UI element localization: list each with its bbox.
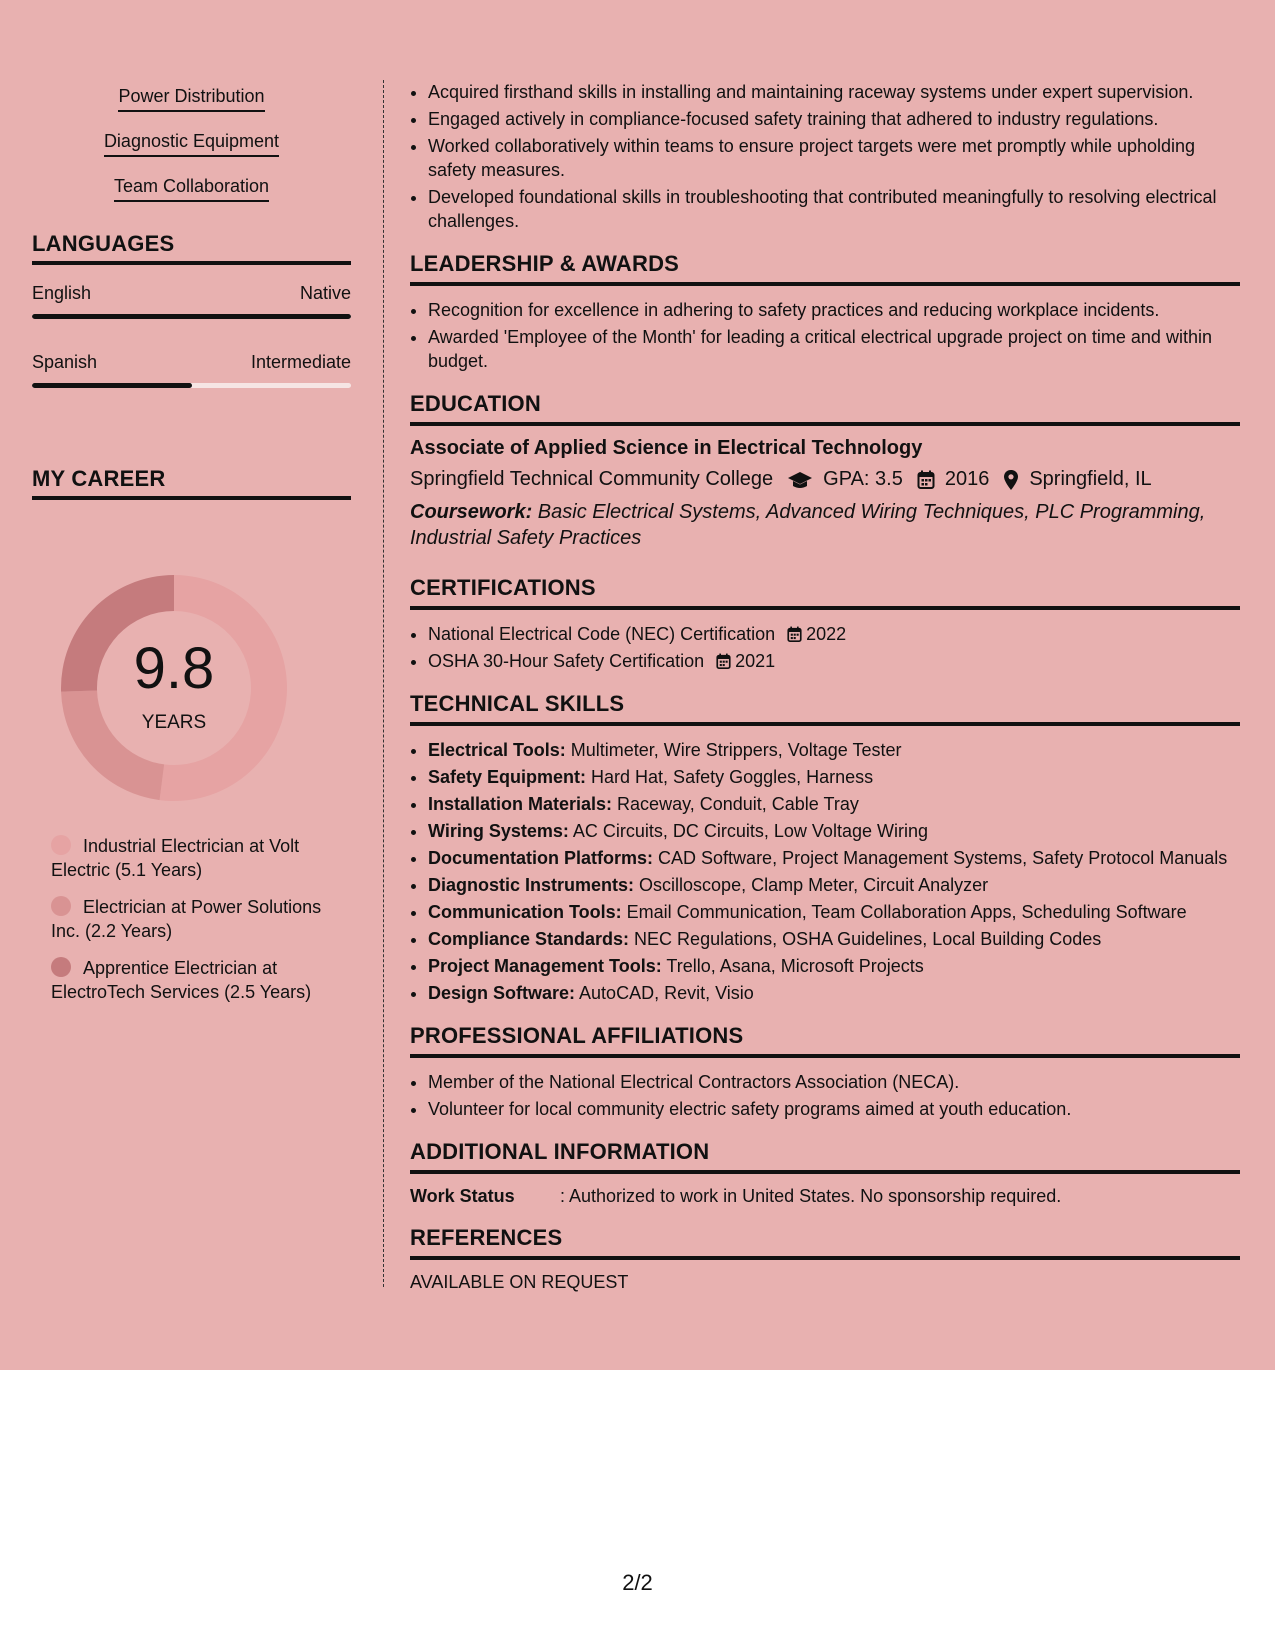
- list-item: • Awarded 'Employee of the Month' for leading a critical electrical upgrade project on time and within budget.: [428, 325, 1240, 373]
- skill-category: Installation Materials:: [428, 794, 613, 814]
- coursework-label: Coursework:: [410, 501, 533, 523]
- certification-year: 2021: [735, 651, 776, 671]
- list-item: • Engaged actively in compliance-focused safety training that adhered to industry regulations.: [428, 107, 1240, 131]
- list-item: [428, 819, 1240, 843]
- additional-info-section: [410, 1139, 1240, 1207]
- legend-label: Industrial Electrician at Volt Electric (5.1 Years): [51, 836, 300, 880]
- career-donut: [60, 574, 288, 802]
- skill-category: Diagnostic Instruments:: [428, 875, 635, 895]
- skill-category: Electrical Tools:: [428, 740, 566, 760]
- legend-item: [51, 834, 331, 882]
- location: Springfield, IL: [1029, 468, 1152, 490]
- skill-values: AC Circuits, DC Circuits, Low Voltage Wiring: [568, 821, 928, 841]
- list-item: [428, 927, 1240, 951]
- language-bar: [32, 383, 351, 388]
- affiliations-section: [410, 1023, 1240, 1121]
- references-section: [410, 1225, 1240, 1293]
- skill-values: AutoCAD, Revit, Visio: [575, 983, 754, 1003]
- career-unit: YEARS: [141, 712, 207, 733]
- column-divider: [383, 80, 384, 1287]
- references-text: AVAILABLE ON REQUEST: [410, 1272, 629, 1292]
- section-heading: ADDITIONAL INFORMATION: [410, 1139, 1240, 1174]
- language-bar-fill: [32, 314, 351, 319]
- language-name: Spanish: [32, 352, 98, 372]
- legend-item: [51, 895, 331, 943]
- list-item: • Worked collaboratively within teams to ensure project targets were met promptly while upholding safety measures.: [428, 134, 1240, 182]
- skill-list: [32, 84, 351, 219]
- location-pin-icon: [1003, 469, 1019, 491]
- language-spanish: [32, 352, 351, 388]
- list-item: [428, 873, 1240, 897]
- education-section: [410, 391, 1240, 551]
- list-item: [428, 649, 1240, 673]
- skill-values: Raceway, Conduit, Cable Tray: [612, 794, 859, 814]
- skill-category: Safety Equipment:: [428, 767, 587, 787]
- career-legend: [51, 834, 331, 1017]
- skill-values: Multimeter, Wire Strippers, Voltage Tester: [565, 740, 902, 760]
- graduation-year: 2016: [944, 468, 990, 490]
- skill-item: Power Distribution: [118, 84, 264, 112]
- coursework-list: Basic Electrical Systems, Advanced Wiring Techniques, PLC Programming, Industrial Safety Practices: [410, 501, 1206, 549]
- main-column: [410, 80, 1240, 1293]
- education-meta: [410, 468, 1240, 491]
- degree-title: Associate of Applied Science in Electrical Technology: [410, 437, 923, 459]
- skill-values: NEC Regulations, OSHA Guidelines, Local Building Codes: [629, 929, 1102, 949]
- list-item: [428, 738, 1240, 762]
- skill-category: Communication Tools:: [428, 902, 622, 922]
- skill-category: Compliance Standards:: [428, 929, 630, 949]
- list-item: • Developed foundational skills in troubleshooting that contributed meaningfully to resolving electrical challenges.: [428, 185, 1240, 233]
- work-status-row: [410, 1186, 1240, 1207]
- career-heading: MY CAREER: [32, 466, 351, 500]
- skill-values: Trello, Asana, Microsoft Projects: [661, 956, 924, 976]
- language-bar-fill: [32, 383, 192, 388]
- language-english: [32, 283, 351, 319]
- skill-category: Wiring Systems:: [428, 821, 569, 841]
- section-heading: LEADERSHIP & AWARDS: [410, 251, 1240, 286]
- languages-heading: LANGUAGES: [32, 231, 351, 265]
- legend-item: [51, 956, 331, 1004]
- legend-dot: [51, 896, 71, 916]
- section-heading: EDUCATION: [410, 391, 1240, 426]
- certification-year: 2022: [806, 624, 847, 644]
- language-name: English: [32, 283, 92, 303]
- list-item: [428, 981, 1240, 1005]
- language-level: Native: [299, 283, 351, 303]
- certifications-section: [410, 575, 1240, 673]
- gpa: GPA: 3.5: [823, 468, 903, 490]
- leadership-section: [410, 251, 1240, 373]
- legend-dot: [51, 957, 71, 977]
- legend-label: Apprentice Electrician at ElectroTech Services (2.5 Years): [51, 958, 312, 1002]
- skill-category: Project Management Tools:: [428, 956, 662, 976]
- calendar-icon: [917, 470, 935, 490]
- language-level: Intermediate: [250, 352, 351, 372]
- certification-name: OSHA 30-Hour Safety Certification: [428, 651, 705, 671]
- section-heading: TECHNICAL SKILLS: [410, 691, 1240, 726]
- certification-name: National Electrical Code (NEC) Certification: [428, 624, 776, 644]
- calendar-icon: [787, 626, 802, 643]
- section-heading: REFERENCES: [410, 1225, 1240, 1260]
- section-heading: CERTIFICATIONS: [410, 575, 1240, 610]
- work-status-label: Work Status: [410, 1186, 515, 1206]
- list-item: [428, 846, 1240, 870]
- skill-category: Design Software:: [428, 983, 576, 1003]
- sidebar: [32, 84, 351, 1002]
- skill-item: Team Collaboration: [114, 174, 269, 202]
- list-item: [428, 954, 1240, 978]
- school-name: Springfield Technical Community College: [410, 468, 774, 490]
- skill-values: Oscilloscope, Clamp Meter, Circuit Analyzer: [634, 875, 989, 895]
- page-number: 2/2: [622, 1570, 653, 1595]
- legend-dot: [51, 835, 71, 855]
- section-heading: PROFESSIONAL AFFILIATIONS: [410, 1023, 1240, 1058]
- language-bar: [32, 314, 351, 319]
- skill-values: Email Communication, Team Collaboration Apps, Scheduling Software: [621, 902, 1187, 922]
- graduation-cap-icon: [787, 470, 813, 490]
- list-item: [428, 765, 1240, 789]
- calendar-icon: [716, 653, 731, 670]
- list-item: • Volunteer for local community electric safety programs aimed at youth education.: [428, 1097, 1240, 1121]
- list-item: • Acquired firsthand skills in installing and maintaining raceway systems under expert supervision.: [428, 80, 1240, 104]
- skill-category: Documentation Platforms:: [428, 848, 654, 868]
- experience-bullets: [410, 80, 1240, 233]
- skill-item: Diagnostic Equipment: [104, 129, 279, 157]
- list-item: [428, 622, 1240, 646]
- list-item: [428, 900, 1240, 924]
- list-item: • Recognition for excellence in adhering to safety practices and reducing workplace incidents.: [428, 298, 1240, 322]
- skill-values: Hard Hat, Safety Goggles, Harness: [586, 767, 874, 787]
- work-status-value: : Authorized to work in United States. No sponsorship required.: [560, 1186, 1062, 1206]
- list-item: [428, 792, 1240, 816]
- skill-values: CAD Software, Project Management Systems, Safety Protocol Manuals: [653, 848, 1228, 868]
- list-item: • Member of the National Electrical Contractors Association (NECA).: [428, 1070, 1240, 1094]
- career-total: 9.8: [133, 636, 215, 701]
- technical-skills-section: [410, 691, 1240, 1005]
- coursework: [410, 499, 1240, 551]
- legend-label: Electrician at Power Solutions Inc. (2.2 Years): [51, 897, 322, 941]
